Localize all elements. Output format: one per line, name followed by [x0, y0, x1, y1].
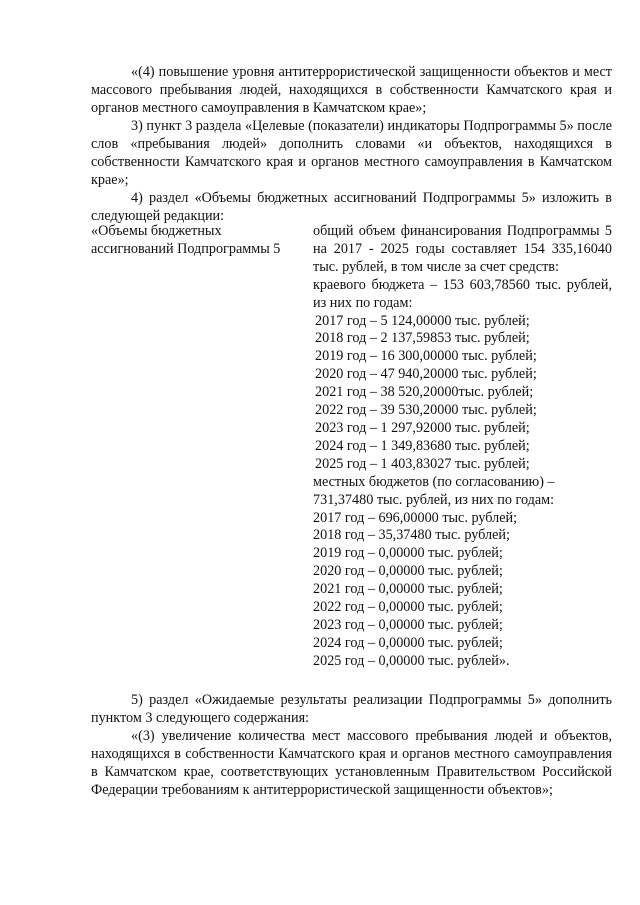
local-year-line: 2019 год – 0,00000 тыс. рублей; — [313, 545, 503, 562]
budget-table-label-line: «Объемы бюджетных — [91, 223, 222, 239]
regional-year-line: 2021 год – 38 520,20000тыс. рублей; — [315, 384, 534, 401]
paragraph-amendment-item-4: «(4) повышение уровня антитеррористической защищенности объектов и мест массового пребывания людей, находящихся в собственности Камчатского края и органов местного самоуправления в Камчатском крае»; — [91, 64, 612, 116]
local-year-line: 2017 год – 696,00000 тыс. рублей; — [313, 509, 518, 526]
regional-year-line: 2022 год – 39 530,20000 тыс. рублей; — [315, 402, 537, 419]
local-year-line: 2021 год – 0,00000 тыс. рублей; — [313, 581, 503, 598]
local-year-line: 2018 год – 35,37480 тыс. рублей; — [313, 527, 510, 544]
regional-year-line: 2018 год – 2 137,59853 тыс. рублей; — [315, 330, 530, 347]
local-year-line: 2025 год – 0,00000 тыс. рублей». — [313, 652, 510, 669]
paragraph-point-4: 4) раздел «Объемы бюджетных ассигнований Подпрограммы 5» изложить в следующей редакции: — [91, 190, 612, 224]
regional-year-line: 2020 год – 47 940,20000 тыс. рублей; — [315, 366, 537, 383]
local-year-line: 2022 год – 0,00000 тыс. рублей; — [313, 599, 503, 616]
regional-year-line: 2023 год – 1 297,92000 тыс. рублей; — [315, 419, 530, 436]
regional-year-line: 2024 год – 1 349,83680 тыс. рублей; — [315, 437, 530, 454]
regional-year-line: 2025 год – 1 403,83027 тыс. рублей; — [315, 455, 530, 472]
budget-table-content — [313, 223, 612, 671]
local-year-line: 2024 год – 0,00000 тыс. рублей; — [313, 634, 503, 651]
budget-table-label — [91, 223, 303, 259]
regional-year-line: 2017 год – 5 124,00000 тыс. рублей; — [315, 312, 530, 329]
regional-year-line: 2019 год – 16 300,00000 тыс. рублей; — [315, 348, 537, 365]
paragraph-amendment-item-3: «(3) увеличение количества мест массового пребывания людей и объектов, находящихся в собственности Камчатского края и органов местного самоуправления в Камчатском крае, соответствующих установленным Правительством Российской Федерации требованиям к антитеррористической защищенности объектов»; — [91, 728, 612, 798]
regional-budget-header: краевого бюджета – 153 603,78560 тыс. рублей, из них по годам: — [313, 276, 612, 311]
local-budget-header: местных бюджетов (по согласованию) – — [313, 473, 555, 490]
local-budget-header: 731,37480 тыс. рублей, из них по годам: — [313, 491, 555, 508]
budget-table-label-line: ассигнований Подпрограммы 5 — [91, 240, 281, 257]
local-year-line: 2020 год – 0,00000 тыс. рублей; — [313, 563, 503, 580]
budget-total-text: общий объем финансирования Подпрограммы 5 на 2017 - 2025 годы составляет 154 335,16040 тыс. рублей, в том числе за счет средств: — [313, 223, 612, 275]
paragraph-point-3: 3) пункт 3 раздела «Целевые (показатели) индикаторы Подпрограммы 5» после слов «пребывания людей» дополнить словами «и объектов, находящихся в собственности Камчатского края и органов местного самоуправления в Камчатском крае»; — [91, 118, 612, 188]
paragraph-point-5: 5) раздел «Ожидаемые результаты реализации Подпрограммы 5» дополнить пунктом 3 следующего содержания: — [91, 692, 612, 726]
local-year-line: 2023 год – 0,00000 тыс. рублей; — [313, 616, 503, 633]
